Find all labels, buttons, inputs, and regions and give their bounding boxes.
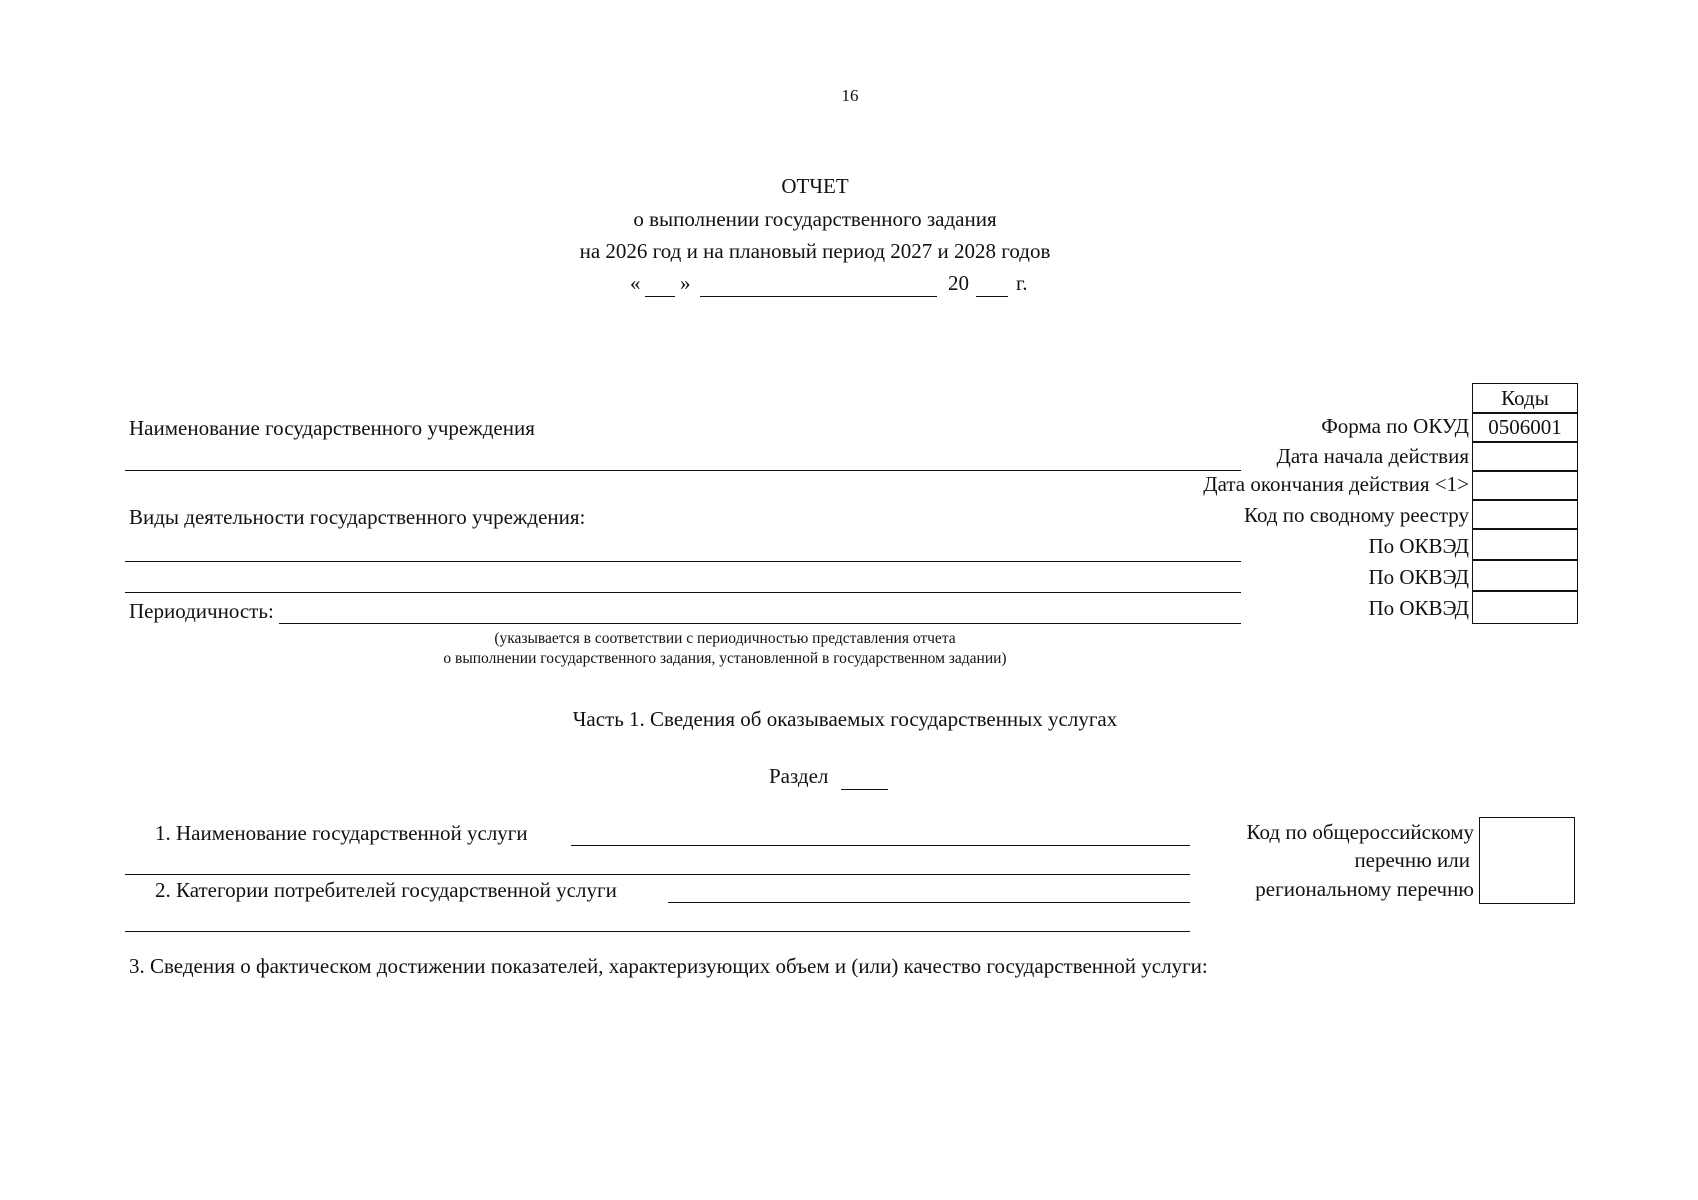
service-code-box[interactable] <box>1479 817 1575 904</box>
codes-label-okved-2: По ОКВЭД <box>1368 565 1469 589</box>
institution-name-line[interactable] <box>125 470 1241 471</box>
date-close-quote: » <box>680 271 691 295</box>
date-open-quote: « <box>630 271 641 295</box>
activities-line-1[interactable] <box>125 561 1241 562</box>
codes-label-end-date: Дата окончания действия <1> <box>1203 472 1469 496</box>
periodicity-note-line1: (указывается в соответствии с периодичностью представления отчета <box>494 630 956 647</box>
code-label-line2: перечню или <box>1354 848 1470 872</box>
consumer-categories-label: 2. Категории потребителей государственной услуги <box>155 878 617 902</box>
codes-label-okved-3: По ОКВЭД <box>1368 596 1469 620</box>
date-month-blank[interactable] <box>700 296 937 297</box>
codes-value-okved-1[interactable] <box>1472 528 1578 561</box>
periodicity-label: Периодичность: <box>129 599 274 623</box>
consumer-categories-line-2[interactable] <box>125 931 1190 932</box>
date-year-suffix: г. <box>1016 271 1028 295</box>
activities-line-2[interactable] <box>125 592 1241 593</box>
codes-value-registry[interactable] <box>1472 499 1578 530</box>
date-year-prefix: 20 <box>948 271 969 295</box>
code-label-line1: Код по общероссийскому <box>1246 820 1474 844</box>
report-title: ОТЧЕТ <box>781 174 849 198</box>
periodicity-line[interactable] <box>279 623 1241 624</box>
page-number: 16 <box>841 86 859 105</box>
codes-label-okud: Форма по ОКУД <box>1321 414 1469 438</box>
codes-value-okud[interactable]: 0506001 <box>1472 412 1578 443</box>
codes-value-end-date[interactable] <box>1472 470 1578 501</box>
codes-label-start-date: Дата начала действия <box>1276 444 1469 468</box>
consumer-categories-line[interactable] <box>668 902 1190 903</box>
codes-header: Коды <box>1472 383 1578 414</box>
section-label: Раздел <box>769 764 829 788</box>
institution-name-label: Наименование государственного учреждения <box>129 416 535 440</box>
part1-title: Часть 1. Сведения об оказываемых государственных услугах <box>572 707 1118 731</box>
activities-label: Виды деятельности государственного учреждения: <box>129 505 586 529</box>
codes-value-start-date[interactable] <box>1472 441 1578 472</box>
date-day-blank[interactable] <box>645 296 675 297</box>
report-subtitle: о выполнении государственного задания <box>633 207 997 231</box>
date-year-blank[interactable] <box>976 296 1008 297</box>
service-name-label: 1. Наименование государственной услуги <box>155 821 528 845</box>
codes-value-okved-3[interactable] <box>1472 590 1578 624</box>
service-name-line[interactable] <box>571 845 1190 846</box>
report-period: на 2026 год и на плановый период 2027 и 2028 годов <box>579 239 1051 263</box>
service-name-line-2[interactable] <box>125 874 1190 875</box>
codes-label-okved-1: По ОКВЭД <box>1368 534 1469 558</box>
indicators-heading: 3. Сведения о фактическом достижении показателей, характеризующих объем и (или) качество государственной услуги: <box>129 954 1208 978</box>
code-label-line3: региональному перечню <box>1255 877 1474 901</box>
section-number-blank[interactable] <box>841 789 888 790</box>
codes-label-registry: Код по сводному реестру <box>1244 503 1469 527</box>
periodicity-note-line2: о выполнении государственного задания, установленной в государственном задании) <box>443 650 1007 667</box>
codes-value-okved-2[interactable] <box>1472 559 1578 592</box>
